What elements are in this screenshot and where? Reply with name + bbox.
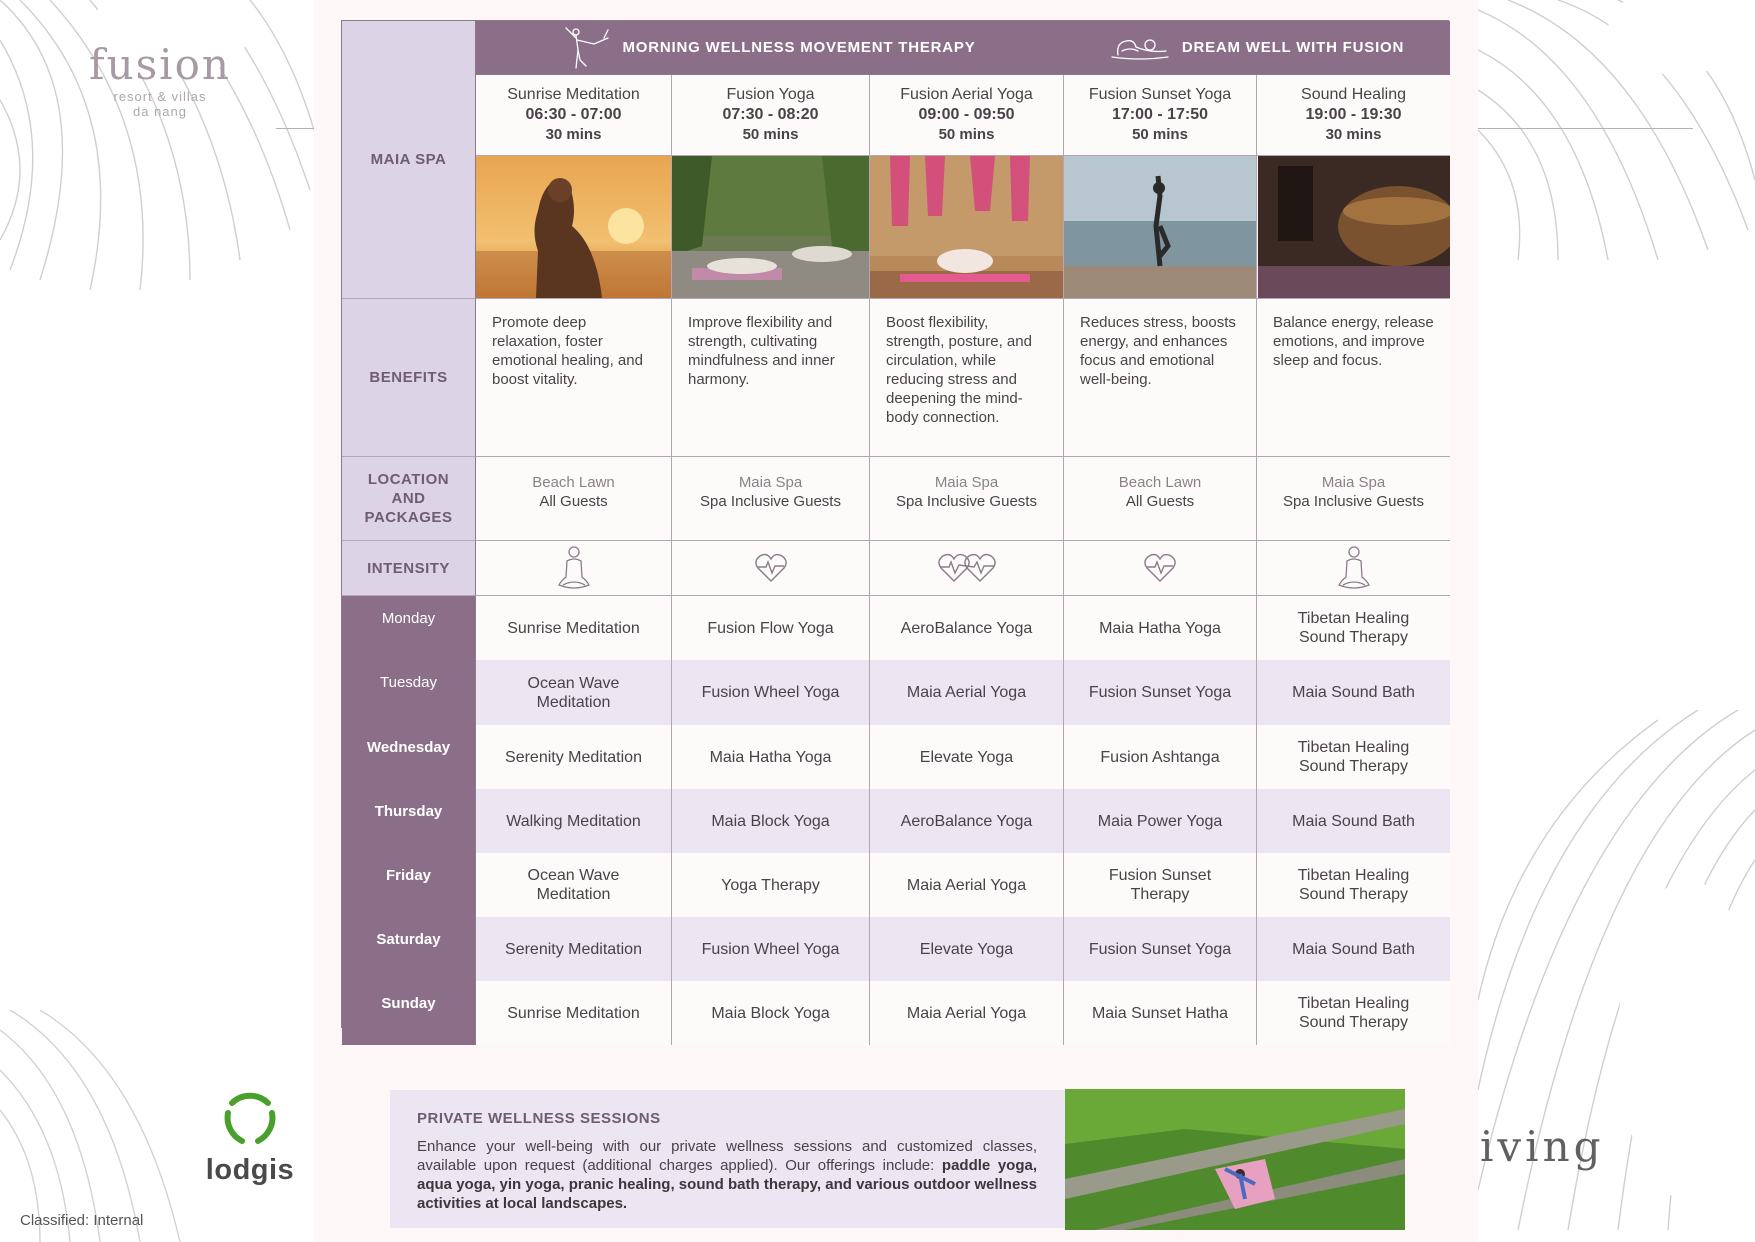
schedule-cell: Ocean Wave Meditation [476, 660, 672, 725]
schedule-cell: AeroBalance Yoga [870, 789, 1064, 853]
photo-sound-healing [1257, 156, 1450, 299]
day-wednesday: Wednesday [342, 725, 476, 789]
row-header-location: LOCATION AND PACKAGES [342, 457, 476, 541]
private-sessions-intro: Enhance your well-being with our private wellness sessions and customized classes, available upon request (additional charges applied). Our offerings include: [417, 1138, 1037, 1174]
schedule-cell: AeroBalance Yoga [870, 596, 1064, 660]
schedule-cell: Elevate Yoga [870, 725, 1064, 789]
class-time: 06:30 - 07:00 [525, 106, 622, 123]
flower-decoration-bottom-left [0, 1010, 200, 1242]
row-header-benefits: BENEFITS [342, 299, 476, 457]
banner-morning [476, 21, 1064, 75]
divider-left [276, 128, 314, 129]
schedule-cell: Walking Meditation [476, 789, 672, 853]
class-header [870, 75, 1064, 156]
location-place: Beach Lawn [1118, 474, 1202, 491]
class-header [672, 75, 870, 156]
lodgis-logo [200, 1085, 300, 1187]
intensity-cell [672, 541, 870, 596]
banner-morning-label: MORNING WELLNESS MOVEMENT THERAPY [622, 39, 976, 56]
class-name: Fusion Yoga [726, 86, 815, 103]
brand-subtitle: resort & villas [113, 89, 207, 104]
schedule-cell: Maia Power Yoga [1064, 789, 1257, 853]
flower-decoration-top-right [1478, 0, 1755, 270]
class-header [476, 75, 672, 156]
day-friday: Friday [342, 853, 476, 917]
class-header [1064, 75, 1257, 156]
lodgis-ring-icon [218, 1085, 282, 1149]
class-duration: 50 mins [1132, 126, 1188, 143]
location-package: Spa Inclusive Guests [896, 493, 1037, 510]
photo-sunrise-meditation [476, 156, 672, 299]
lodgis-wordmark: lodgis [205, 1154, 295, 1186]
schedule-cell: Fusion Wheel Yoga [672, 917, 870, 981]
location-cell [870, 457, 1064, 541]
intensity-cell [1257, 541, 1450, 596]
class-duration: 50 mins [938, 126, 995, 143]
class-name: Sunrise Meditation [507, 86, 640, 103]
intensity-cell [1064, 541, 1257, 596]
location-place: Maia Spa [934, 474, 999, 491]
location-place: Beach Lawn [532, 474, 615, 491]
schedule-cell: Serenity Meditation [476, 917, 672, 981]
schedule-cell: Maia Sound Bath [1257, 789, 1450, 853]
location-package: Spa Inclusive Guests [1283, 493, 1424, 510]
class-time: 19:00 - 19:30 [1305, 106, 1402, 123]
banner-dream [1064, 21, 1450, 75]
row-header-spa: MAIA SPA [342, 21, 476, 299]
schedule-cell: Fusion Sunset Yoga [1064, 917, 1257, 981]
location-cell [476, 457, 672, 541]
location-place: Maia Spa [738, 474, 803, 491]
brand-name: fusion [89, 40, 231, 89]
schedule-cell: Maia Sound Bath [1257, 917, 1450, 981]
row-header-intensity: INTENSITY [342, 541, 476, 596]
wellness-schedule-table [341, 20, 1449, 1031]
private-sessions-title: PRIVATE WELLNESS SESSIONS [417, 1110, 661, 1127]
day-thursday: Thursday [342, 789, 476, 853]
benefit-text: Balance energy, release emotions, and improve sleep and focus. [1257, 299, 1450, 457]
schedule-cell: Tibetan Healing Sound Therapy [1257, 725, 1450, 789]
intensity-cell [476, 541, 672, 596]
banner-dream-label: DREAM WELL WITH FUSION [1181, 39, 1405, 56]
day-tuesday: Tuesday [342, 660, 476, 725]
schedule-cell: Elevate Yoga [870, 917, 1064, 981]
location-package: All Guests [1125, 493, 1195, 510]
class-name: Sound Healing [1301, 86, 1406, 103]
location-cell [1257, 457, 1450, 541]
side-script-text: iving [1480, 1122, 1605, 1171]
class-duration: 30 mins [1325, 126, 1382, 143]
heart-pulse-icon [755, 553, 787, 583]
benefit-text: Improve flexibility and strength, cultivating mindfulness and inner harmony. [672, 299, 870, 457]
schedule-cell: Maia Block Yoga [672, 789, 870, 853]
benefit-text: Reduces stress, boosts energy, and enhances focus and emotional well-being. [1064, 299, 1257, 457]
schedule-cell: Maia Aerial Yoga [870, 853, 1064, 917]
day-monday: Monday [342, 596, 476, 660]
class-name: Fusion Aerial Yoga [900, 86, 1033, 103]
location-cell [672, 457, 870, 541]
photo-fusion-yoga [672, 156, 870, 299]
schedule-cell: Fusion Sunset Therapy [1064, 853, 1257, 917]
meditation-figure-icon [1337, 545, 1371, 591]
schedule-cell: Maia Sunset Hatha [1064, 981, 1257, 1045]
location-package: Spa Inclusive Guests [700, 493, 841, 510]
benefit-text: Boost flexibility, strength, posture, and circulation, while reducing stress and deepening the mind-body connection. [870, 299, 1064, 457]
benefit-text: Promote deep relaxation, foster emotional healing, and boost vitality. [476, 299, 672, 457]
class-time: 17:00 - 17:50 [1111, 106, 1209, 123]
heart-pulse-icon [1144, 553, 1176, 583]
classification-label: Classified: Internal [20, 1212, 144, 1229]
schedule-cell: Sunrise Meditation [476, 981, 672, 1045]
photo-aerial-yoga [870, 156, 1064, 299]
double-heart-pulse-icon [938, 553, 996, 583]
schedule-cell: Maia Hatha Yoga [1064, 596, 1257, 660]
divider-right [1478, 128, 1693, 129]
schedule-cell: Fusion Sunset Yoga [1064, 660, 1257, 725]
class-name: Fusion Sunset Yoga [1088, 86, 1232, 103]
class-time: 09:00 - 09:50 [918, 106, 1015, 123]
schedule-cell: Maia Aerial Yoga [870, 981, 1064, 1045]
day-saturday: Saturday [342, 917, 476, 981]
class-time: 07:30 - 08:20 [722, 106, 819, 123]
schedule-cell: Ocean Wave Meditation [476, 853, 672, 917]
photo-sunset-yoga [1064, 156, 1257, 299]
schedule-cell: Tibetan Healing Sound Therapy [1257, 981, 1450, 1045]
location-place: Maia Spa [1321, 474, 1386, 491]
meditation-figure-icon [557, 545, 591, 591]
class-header [1257, 75, 1450, 156]
schedule-cell: Maia Aerial Yoga [870, 660, 1064, 725]
sleeping-figure-icon [1110, 33, 1170, 63]
brand-location: da nang [133, 104, 187, 119]
class-duration: 50 mins [742, 126, 799, 143]
location-package: All Guests [539, 493, 608, 510]
schedule-cell: Maia Sound Bath [1257, 660, 1450, 725]
location-cell [1064, 457, 1257, 541]
schedule-cell: Serenity Meditation [476, 725, 672, 789]
schedule-cell: Maia Block Yoga [672, 981, 870, 1045]
schedule-cell: Fusion Flow Yoga [672, 596, 870, 660]
private-sessions-highlight: paddle yoga, aqua yoga, yin yoga, pranic healing, sound bath therapy, and various outdoor wellness activities at local landscapes. [417, 1157, 1038, 1212]
day-sunday: Sunday [342, 981, 476, 1045]
private-sessions-text [417, 1137, 1037, 1213]
schedule-cell: Fusion Wheel Yoga [672, 660, 870, 725]
schedule-cell: Fusion Ashtanga [1064, 725, 1257, 789]
schedule-cell: Sunrise Meditation [476, 596, 672, 660]
private-sessions-box [390, 1090, 1065, 1228]
schedule-cell: Tibetan Healing Sound Therapy [1257, 853, 1450, 917]
schedule-cell: Maia Hatha Yoga [672, 725, 870, 789]
class-duration: 30 mins [545, 126, 602, 143]
yoga-pose-icon [564, 26, 610, 70]
schedule-cell: Yoga Therapy [672, 853, 870, 917]
schedule-cell: Tibetan Healing Sound Therapy [1257, 596, 1450, 660]
brand-logo [70, 40, 250, 119]
photo-rice-field-yoga [1065, 1089, 1405, 1230]
intensity-cell [870, 541, 1064, 596]
